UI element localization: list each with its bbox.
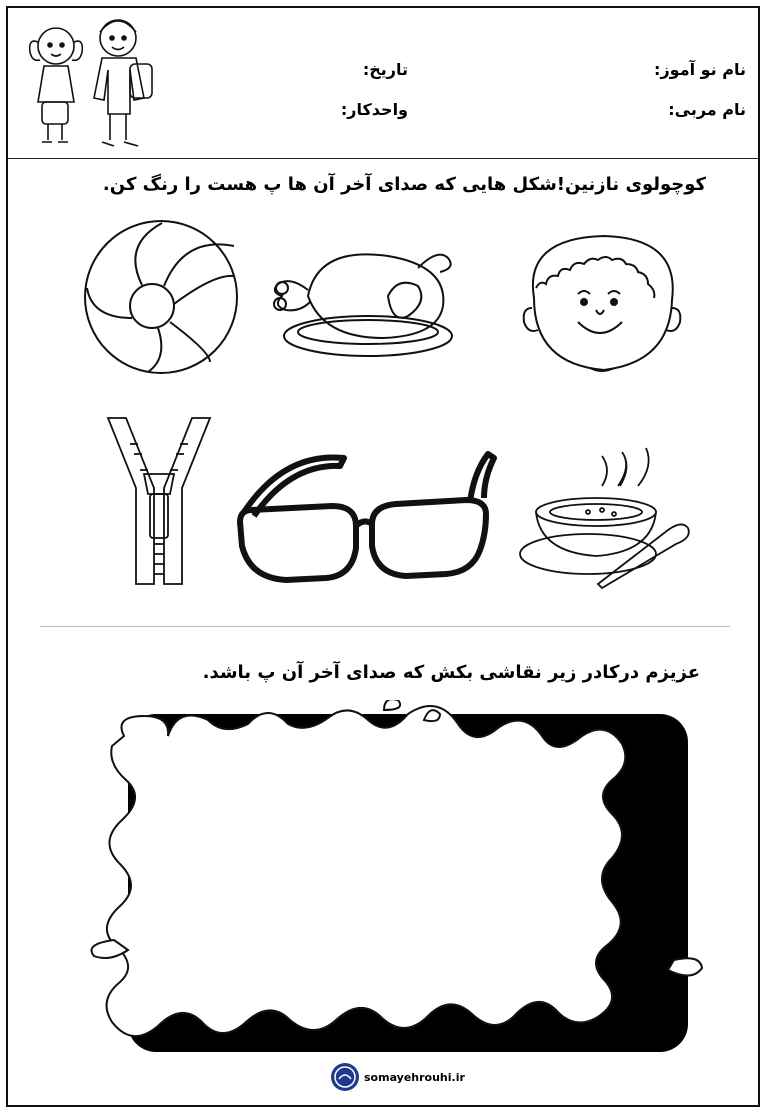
site-logo-icon xyxy=(330,1062,360,1092)
header-divider xyxy=(8,158,758,159)
student-name-field[interactable]: نام نو آموز: xyxy=(654,60,746,79)
boy-face-icon[interactable] xyxy=(516,228,686,378)
paint-splash-frame[interactable] xyxy=(84,700,704,1060)
instruction-text: کوچولوی نازنین!شکل هایی که صدای آخر آن ها xyxy=(281,174,706,195)
teacher-name-field[interactable]: نام مربی: xyxy=(668,100,746,119)
glasses-icon[interactable] xyxy=(232,440,498,586)
target-letter: پ xyxy=(257,662,276,683)
instruction-text: عزیزم درکادر زیر نقاشی بکش که صدای آخر آن xyxy=(275,662,700,683)
instruction-text: هست را رنگ کن. xyxy=(102,174,264,195)
kids-illustration xyxy=(14,8,164,156)
unit-field[interactable]: واحدکار: xyxy=(340,100,408,119)
section2-instruction xyxy=(203,662,700,683)
ball-icon[interactable] xyxy=(82,218,240,376)
roast-chicken-icon[interactable] xyxy=(268,236,464,362)
date-field[interactable]: تاریخ: xyxy=(362,60,408,79)
site-url[interactable]: somayehrouhi.ir xyxy=(364,1070,465,1084)
soup-bowl-icon[interactable] xyxy=(518,446,694,592)
target-letter: پ xyxy=(263,174,282,195)
zipper-icon[interactable] xyxy=(104,414,214,590)
section1-instruction xyxy=(103,174,706,195)
section-divider xyxy=(40,626,730,627)
footer xyxy=(330,1062,465,1092)
instruction-text: باشد. xyxy=(202,662,258,683)
